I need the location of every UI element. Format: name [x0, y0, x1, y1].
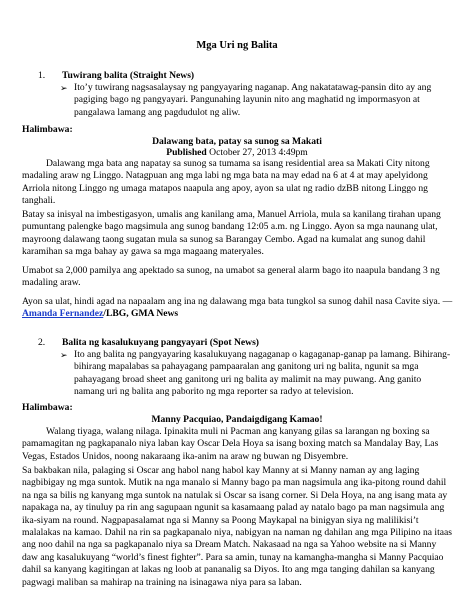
section-1-number: 1. — [38, 70, 46, 81]
example-1-paragraph-2: Batay sa inisyal na imbestigasyon, umalis ang kanilang ama, Manuel Arriola, mula sa kanilang tirahan upang pumuntang palengke bago magsimula ang sunog bandang 12:05 a.m. ng Linggo. Ayon sa mga naunang ulat, mayroong dalawang taong sugatan mula sa sunog sa Barangay Cembo. Agad na kumalat ang sunog dahil karamihan sa mga bahay ay gawa sa mga magaang materyales. — [22, 209, 441, 258]
example-1-headline: Dalawang bata, patay sa sunog sa Makati — [152, 136, 322, 147]
example-1-paragraph-4 — [22, 296, 454, 321]
published-date: October 27, 2013 4:49pm — [209, 147, 308, 158]
example-1-paragraph-3: Umabot sa 2,000 pamilya ang apektado sa sunog, na umabot sa general alarm bago ito naapula bandang 3 ng madaling araw. — [22, 265, 440, 289]
section-2-bullet-text: Ito ang balita ng pangyayaring kasalukuyang nagaganap o kagaganap-ganap pa lamang. Bihirang-bihirang mapalabas sa pahayagang pampaaralan ang ganitong uri ng balita, ngunit sa mga pahayagang broad sheet ang ganitong uri ng balita ay malimit na may puwang. Ang ganito namang uri ng balita ang paborito ng mga reporter sa radyo at television. — [74, 349, 451, 398]
example-2-label: Halimbawa: — [22, 402, 73, 413]
section-1-heading — [38, 70, 458, 82]
author-credit: /LBG, GMA News — [103, 308, 179, 320]
section-2-label: Balita ng kasalukuyang pangyayari (Spot News) — [62, 337, 259, 348]
section-2-number: 2. — [38, 337, 46, 348]
section-2-bullet — [60, 349, 452, 399]
example-1-label: Halimbawa: — [22, 124, 73, 135]
section-1-bullet-text: Ito’y tuwirang nagsasalaysay ng pangyayaring naganap. Ang nakatatawag-pansin dito ay ang pagiging bago ng pangyayari. Pangunahing layunin nito ang maghatid ng impormasyon at pangalawa lamang ang pagdudulot ng aliw. — [74, 82, 432, 118]
published-label: Published — [166, 147, 207, 158]
arrow-bullet-icon: ➢ — [60, 83, 68, 93]
section-1-bullet — [60, 82, 452, 119]
example-1-paragraph-1: Dalawang mga bata ang napatay sa sunog sa tumama sa isang residential area sa Makati City nitong madaling araw ng Linggo. Natagpuan ang mga labi ng mga bata na may edad na 6 at 4 at may apelyidong Arriola nitong Linggo ng umaga matapos naapula ang apoy, ayon sa ulat ng radio dzBB nitong Linggo ng tanghali. — [22, 158, 430, 207]
example-2-paragraph-2: Sa bakbakan nila, palaging si Oscar ang habol nang habol kay Manny at si Manny naman ay ang laging nagbibigay ng mga suntok. Mutik na nga manalo si Manny bago pa man nagsimula ang ika-pitong round dahil na nga sa bilis ng kanyang mga suntok na natulak si Oscar sa isang corner. Si Dela Hoya, na ang isang mata ay napakaga na, ay tinuluy pa rin ang sagupaan ngunit sa kasamaang palad ay natalo bago pa man nagsimula ang ika-siyam na round. Nagpapasalamat nga si Manny sa Poong Maykapal na binigyan siya ng malilikisi’t malalakas na kamao. Dahil na rin sa pagkapanalo niya, nabigyan na naman ng dahilan ang mga Pilipino na itaas ang noo dahil na nga sa pagkapanalo niya sa Dream Match. Nakasaad na nga sa Yahoo website na si Manny daw ang kasalukuyang “world’s finest fighter”. Para sa amin, tunay na kamangha-mangha si Manny Pacquiao dahil sa kanyang kagitingan at lakas ng loob at pananalig sa Diyos. Ito ang mga tanging dahilan sa kanyang pagwagi maliban sa mahirap na training na isinagawa niya para sa laban. — [22, 465, 452, 588]
arrow-bullet-icon: ➢ — [60, 350, 68, 360]
example-2-headline: Manny Pacquiao, Pandaigdigang Kamao! — [151, 414, 323, 425]
section-2-heading — [38, 337, 458, 349]
example-2-paragraph-1: Walang tiyaga, walang nilaga. Ipinakita muli ni Pacman ang kanyang gilas sa larangan ng boxing sa pamamagitan ng pagkapanalo niya laban kay Oscar Dela Hoya sa isang boxing match sa Mandalay Bay, Las Vegas, Estados Unidos, noong nakaraang ika-anim na araw ng buwan ng Disyembre. — [22, 426, 439, 462]
section-1-label: Tuwirang balita (Straight News) — [62, 70, 195, 81]
paragraph-4-text: Ayon sa ulat, hindi agad na napaalam ang ina ng dalawang mga bata tungkol sa sunog dahil nasa Cavite siya. — — [22, 296, 453, 307]
page-title: Mga Uri ng Balita — [196, 40, 278, 51]
author-link[interactable]: Amanda Fernandez — [22, 308, 104, 320]
